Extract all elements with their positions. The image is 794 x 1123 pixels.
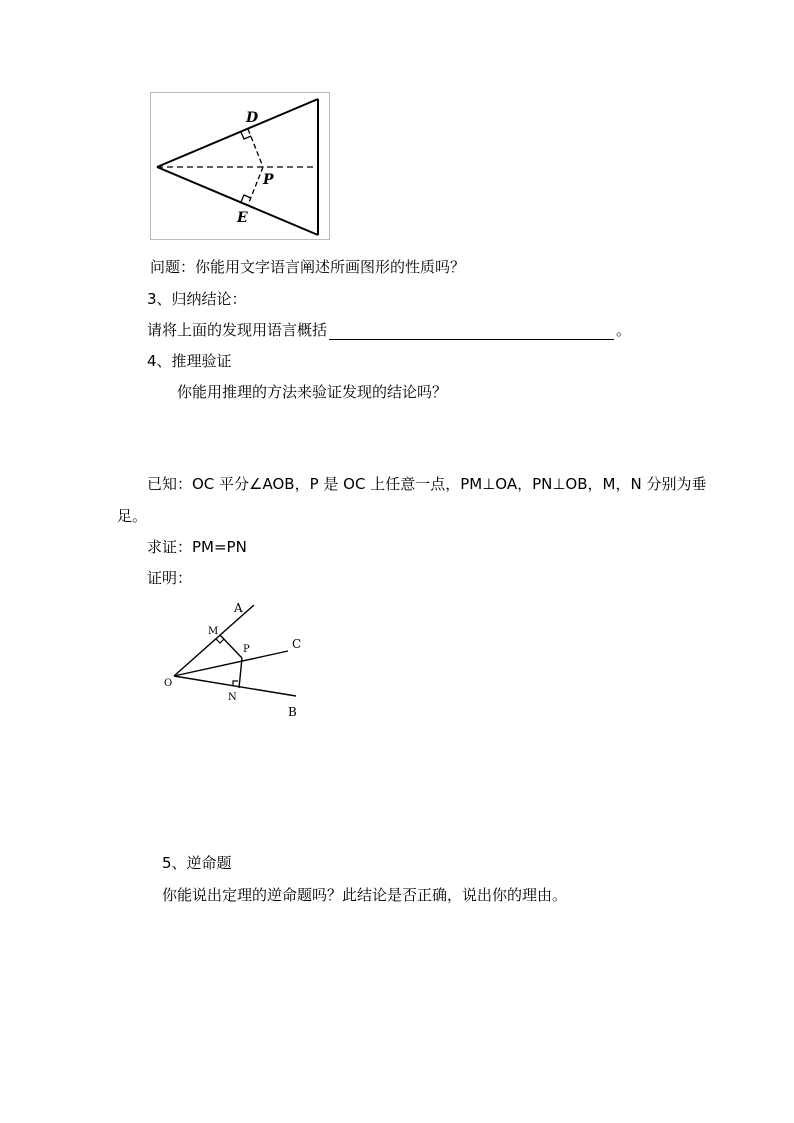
label-c: C	[292, 637, 302, 651]
label-o: O	[164, 678, 173, 689]
label-a: A	[234, 601, 243, 615]
segment-pn	[239, 658, 242, 688]
section3-end: 。	[616, 321, 632, 339]
upper-ray	[157, 99, 318, 167]
prove-statement: 求证：PM=PN	[147, 538, 247, 556]
section5-heading: 5、逆命题	[162, 854, 232, 872]
given-line-1: 已知：OC 平分∠AOB，P 是 OC 上任意一点，PM⊥OA，PN⊥OB，M，N 分别为垂	[147, 475, 707, 493]
segment-pm	[220, 635, 242, 658]
label-b: B	[288, 705, 297, 719]
figure-proof-diagram	[158, 596, 308, 722]
label-p2: P	[243, 644, 250, 655]
ray-oa	[174, 605, 254, 676]
given-line-2: 足。	[117, 507, 148, 525]
right-angle-mark-m	[216, 639, 224, 643]
label-e: E	[237, 210, 248, 226]
answer-blank	[329, 323, 614, 340]
figure-question: 问题：你能用文字语言阐述所画图形的性质吗？	[150, 258, 466, 276]
section3-heading: 3、归纳结论：	[147, 290, 247, 308]
label-n: N	[228, 692, 237, 703]
label-d: D	[246, 110, 259, 126]
section3-prompt: 请将上面的发现用语言概括	[147, 321, 328, 339]
label-m: M	[208, 626, 219, 637]
ray-oc	[174, 651, 288, 676]
proof-label: 证明：	[147, 569, 193, 587]
section3-prompt-line	[147, 320, 631, 340]
label-p: P	[263, 172, 274, 188]
section5-question: 你能说出定理的逆命题吗？此结论是否正确，说出你的理由。	[162, 886, 568, 904]
perpendicular-pd	[248, 129, 263, 167]
section4-heading: 4、推理验证	[147, 352, 232, 370]
perpendicular-pe	[248, 167, 263, 205]
section4-question: 你能用推理的方法来验证发现的结论吗？	[177, 383, 448, 401]
figure-angle-bisector-diagram	[150, 92, 330, 240]
